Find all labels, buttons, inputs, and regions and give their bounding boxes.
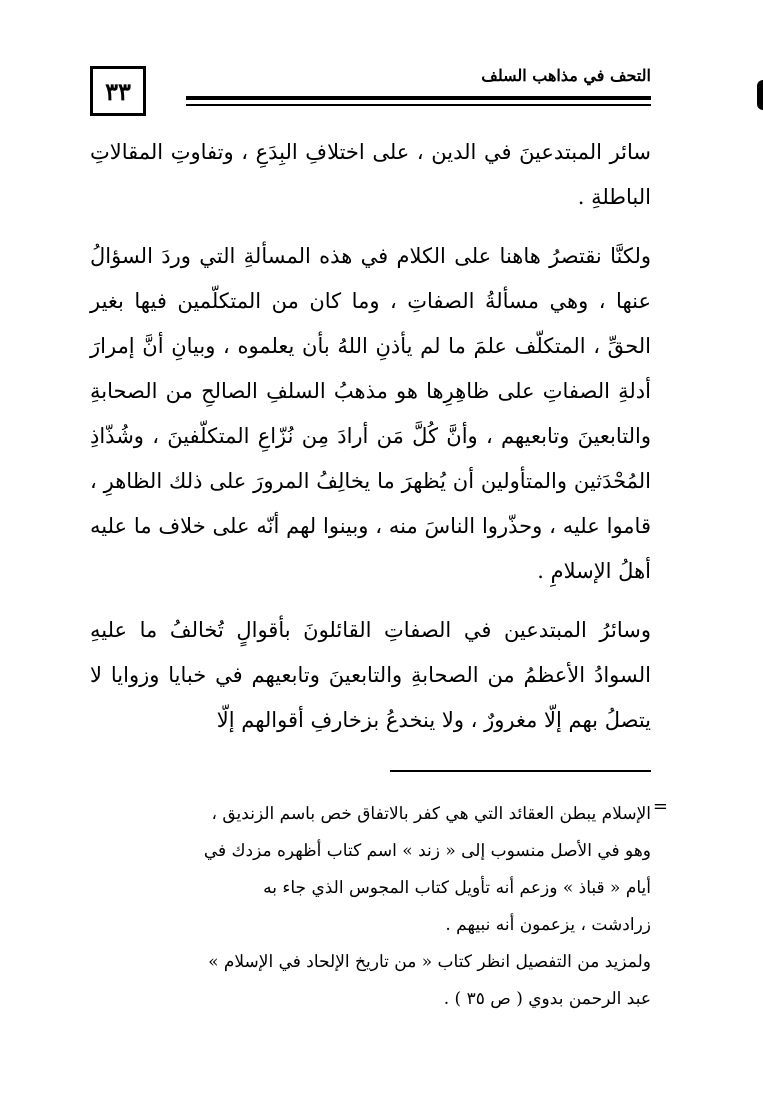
footnote-line: الإسلام يبطن العقائد التي هي كفر بالاتفاق خص باسم الزنديق ، bbox=[211, 804, 651, 824]
footnote-line: أيام « قباذ » وزعم أنه تأويل كتاب المجوس الذي جاء به bbox=[263, 878, 651, 898]
page-edge-mark bbox=[757, 80, 763, 110]
footnote-line: زرادشت ، يزعمون أنه نبيهم . bbox=[445, 915, 651, 935]
footnote-line: عبد الرحمن بدوي ( ص ٣٥ ) . bbox=[443, 989, 651, 1009]
footnote-line: وهو في الأصل منسوب إلى « زند » اسم كتاب أظهره مزدك في bbox=[203, 841, 651, 861]
paragraph: وسائرُ المبتدعين في الصفاتِ القائلونَ بأقوالٍ تُخالفُ ما عليهِ السوادُ الأعظمُ من الصحابةِ والتابعينَ وتابعيهم في خبايا وزوايا لا يتصلُ بهم إلّا مغرورٌ ، ولا ينخدعُ بزخارفِ أقوالهم إلّا bbox=[90, 618, 651, 732]
header-rule-thin bbox=[186, 104, 651, 106]
page-number: ٣٣ bbox=[90, 66, 146, 116]
body-text bbox=[90, 130, 651, 757]
running-title: التحف في مذاهب السلف bbox=[481, 66, 651, 85]
footnote-separator bbox=[390, 770, 651, 772]
footnote-continuation-mark: = bbox=[652, 796, 668, 817]
header-rule-thick bbox=[186, 96, 651, 100]
footnote-line: ولمزيد من التفصيل انظر كتاب « من تاريخ الإلحاد في الإسلام » bbox=[208, 952, 651, 972]
paragraph: سائر المبتدعينَ في الدين ، على اختلافِ البِدَعِ ، وتفاوتِ المقالاتِ الباطلةِ . bbox=[90, 140, 651, 209]
paragraph: ولكنَّا نقتصرُ هاهنا على الكلام في هذه المسألةِ التي وردَ السؤالُ عنها ، وهي مسألةُ الصفاتِ ، وما كان من المتكلّمين فيها بغير الحقِّ ، المتكلّف علمَ ما لم يأذنِ اللهُ بأن يعلموه ، وبيانِ أنَّ إمرارَ أدلةِ الصفاتِ على ظاهِرِها هو مذهبُ السلفِ الصالحِ من الصحابةِ والتابعينَ وتابعيهم ، وأنَّ كُلَّ مَن أرادَ مِن نُزّاعِ المتكلّفينَ ، وشُذّاذِ المُحْدَثين والمتأولين أن يُظهرَ ما يخالِفُ المرورَ على ذلك الظاهرِ ، قاموا عليه ، وحذّروا الناسَ منه ، وبينوا لهم أنّه على خلاف ما عليه أهلُ الإسلامِ . bbox=[90, 244, 651, 583]
footnotes bbox=[90, 796, 651, 1018]
